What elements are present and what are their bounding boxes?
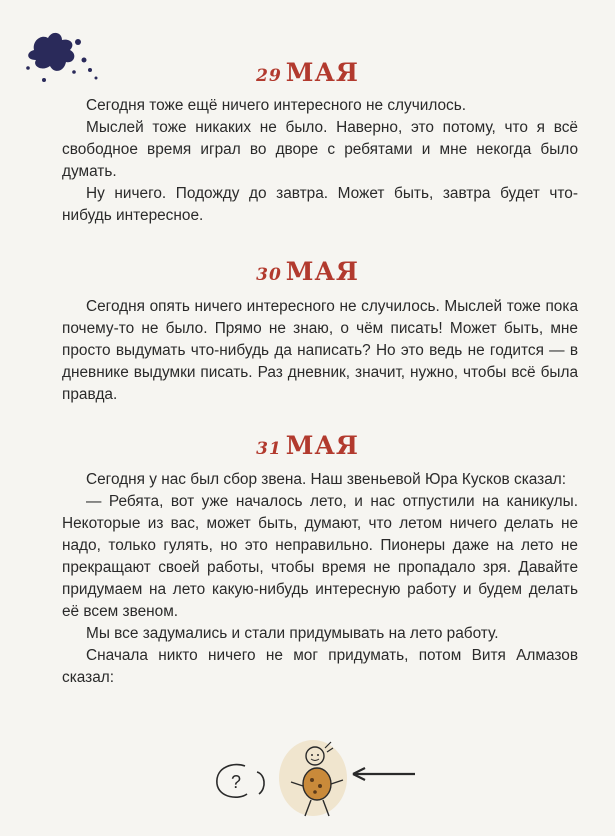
- paragraph: Мыслей тоже никаких не было. Наверно, это потому, что я всё свободное время играл во дворе с ребятами и мне некогда было думать.: [62, 119, 578, 180]
- date-month: МАЯ: [285, 257, 359, 286]
- date-number: 29: [256, 66, 282, 86]
- entry-text: [62, 296, 578, 406]
- date-month: МАЯ: [285, 58, 359, 87]
- paragraph: Сегодня у нас был сбор звена. Наш звеньевой Юра Кусков сказал:: [86, 471, 567, 488]
- paragraph: Мы все задумались и стали придумывать на лето работу.: [86, 625, 499, 642]
- paragraph: Сегодня тоже ещё ничего интересного не случилось.: [86, 97, 467, 114]
- entry-date-heading: [0, 431, 615, 460]
- entry-date-heading: [0, 257, 615, 286]
- paragraph: — Ребята, вот уже началось лето, и нас отпустили на каникулы. Некоторые из вас, может быть, думают, что летом ничего делать не надо, только гулять, но это неправильно. Пионеры даже на лето не прекращают своей работы, чтобы время не пропадало зря. Давайте придумаем на лето какую-нибудь интересную работу и будем делать её всем звеном.: [62, 493, 578, 620]
- entry-text: [62, 469, 578, 689]
- paragraph: Сегодня опять ничего интересного не случилось. Мыслей тоже пока почему-то не было. Прямо не знаю, о чём писать! Может быть, мне просто выдумать что-нибудь да написать? Но это ведь не годится — в дневнике выдумки писать. Раз дневник, значит, нужно, чтобы всё была правда.: [62, 298, 578, 403]
- question-mark: ?: [231, 772, 242, 792]
- paragraph: Сначала никто ничего не мог придумать, потом Витя Алмазов сказал:: [62, 647, 578, 686]
- date-month: МАЯ: [285, 431, 359, 460]
- entry-date-heading: [0, 58, 615, 87]
- entry-text: [62, 95, 578, 227]
- paragraph: Ну ничего. Подожду до завтра. Может быть, завтра будет что-нибудь интересное.: [62, 185, 578, 224]
- doodle-illustration: [205, 736, 435, 826]
- date-number: 30: [256, 265, 282, 285]
- date-number: 31: [256, 439, 282, 459]
